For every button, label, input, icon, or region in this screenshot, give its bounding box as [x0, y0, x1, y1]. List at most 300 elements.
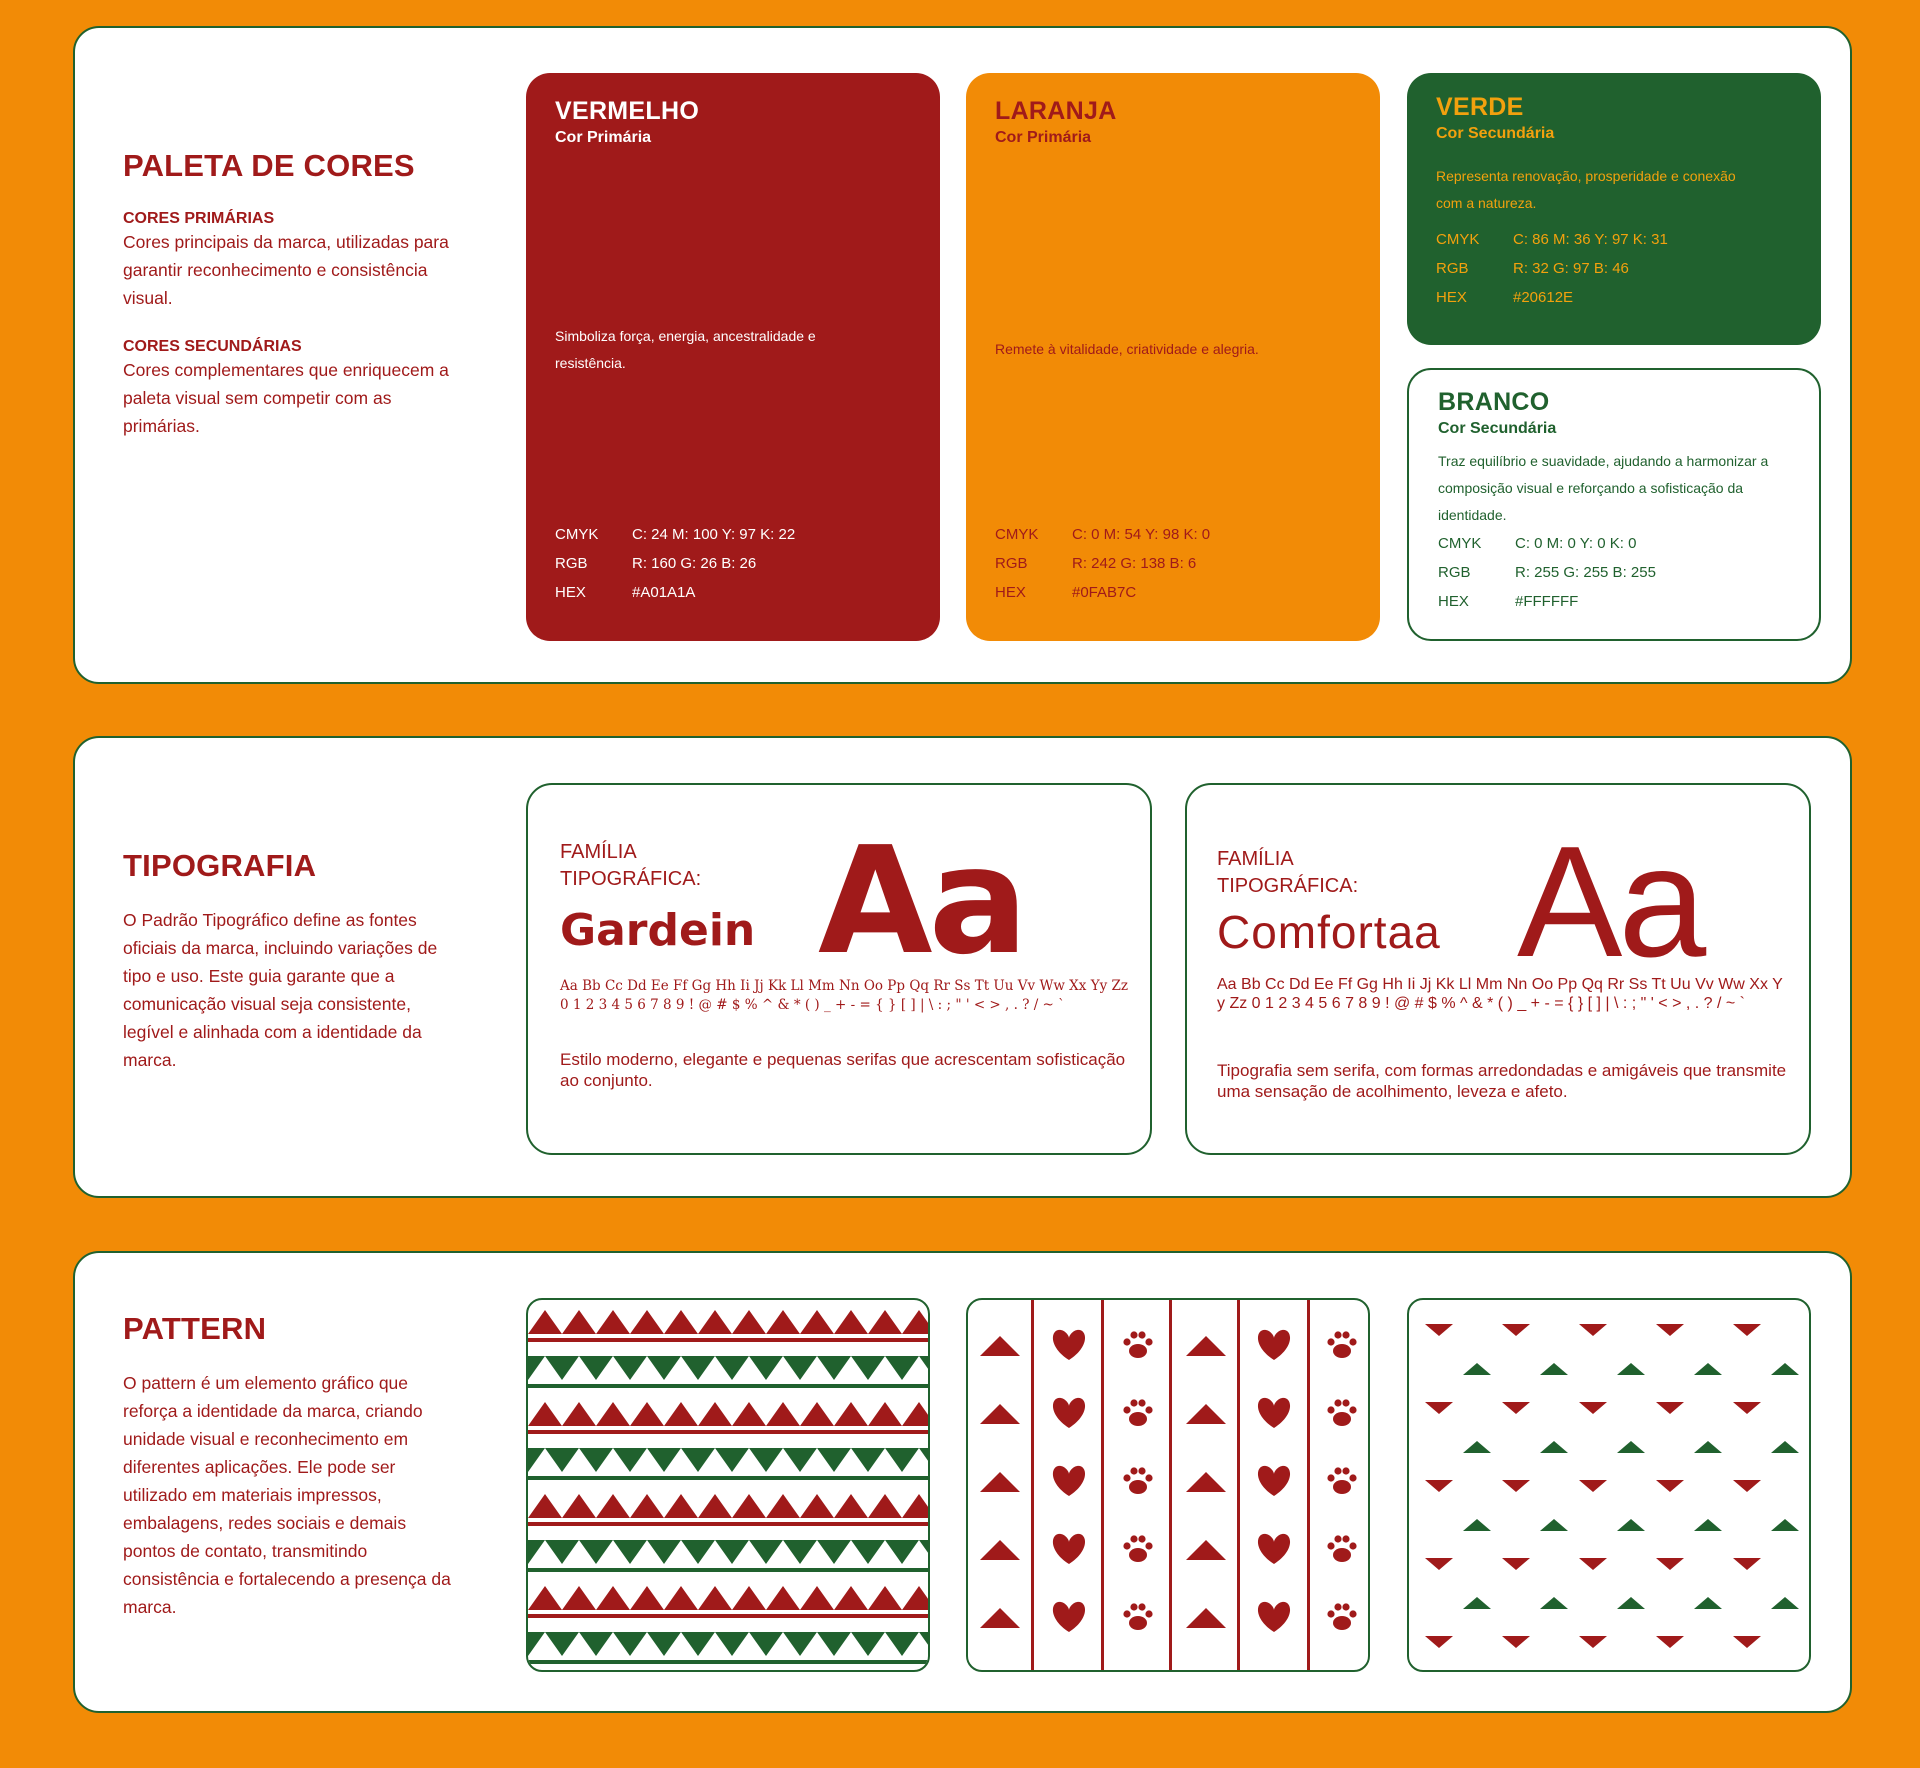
stripe [528, 1430, 930, 1434]
font-sample-glyph: Aa [1517, 814, 1703, 990]
paw-icon [1333, 1548, 1351, 1562]
color-card-laranja [966, 73, 1380, 641]
hex-label: HEX [555, 584, 586, 601]
font-name: Gardein [560, 905, 756, 956]
triangle-icon [1502, 1558, 1530, 1570]
triangle-icon [783, 1632, 817, 1656]
triangle-icon [1733, 1636, 1761, 1648]
heart-icon [1258, 1398, 1290, 1428]
triangle-icon [1463, 1441, 1491, 1453]
triangle-icon [1579, 1402, 1607, 1414]
paw-toe [1130, 1535, 1137, 1542]
triangle-icon [851, 1448, 885, 1472]
triangle-icon [783, 1448, 817, 1472]
triangle-icon [1463, 1363, 1491, 1375]
triangle-icon [715, 1632, 749, 1656]
color-role: Cor Secundária [1436, 125, 1555, 142]
hex-label: HEX [1436, 289, 1467, 306]
font-description: Estilo moderno, elegante e pequenas serifas que acrescentam sofisticação ao conjunto. [560, 1050, 1126, 1090]
hex-value: #FFFFFF [1515, 593, 1579, 610]
color-description: Remete à vitalidade, criatividade e alegria. [995, 341, 1259, 357]
pattern-intro [123, 1311, 453, 1621]
paw-toe [1138, 1535, 1145, 1542]
triangle-icon [1694, 1597, 1722, 1609]
triangle-icon [579, 1540, 613, 1564]
paw-toe [1138, 1331, 1145, 1338]
pattern-scattered-triangles [1407, 1298, 1811, 1672]
triangle-icon [681, 1356, 715, 1380]
paw-toe [1123, 1610, 1130, 1617]
triangle-icon [1502, 1324, 1530, 1336]
triangle-icon [817, 1540, 851, 1564]
triangle-icon [851, 1540, 885, 1564]
paw-icon [1129, 1616, 1147, 1630]
paw-toe [1327, 1542, 1334, 1549]
triangle-icon [715, 1448, 749, 1472]
triangle-icon [596, 1494, 630, 1518]
triangle-icon [749, 1448, 783, 1472]
triangle-icon [1771, 1519, 1799, 1531]
triangle-icon [698, 1402, 732, 1426]
pattern-panel [73, 1251, 1852, 1713]
triangle-icon [715, 1356, 749, 1380]
paw-toe [1123, 1338, 1130, 1345]
triangle-icon [1733, 1402, 1761, 1414]
triangle-icon [1771, 1441, 1799, 1453]
paw-toe [1349, 1610, 1356, 1617]
triangle-icon [817, 1448, 851, 1472]
cmyk-value: C: 0 M: 0 Y: 0 K: 0 [1515, 535, 1637, 552]
triangle-icon [834, 1494, 868, 1518]
triangle-icon [868, 1586, 902, 1610]
triangle-icon [732, 1310, 766, 1334]
paw-icon [1129, 1480, 1147, 1494]
paw-toe [1349, 1474, 1356, 1481]
triangle-icon [1425, 1558, 1453, 1570]
triangle-icon [1771, 1597, 1799, 1609]
triangle-icon [681, 1448, 715, 1472]
heart-icon [1053, 1602, 1085, 1632]
paw-toe [1327, 1474, 1334, 1481]
hex-label: HEX [995, 584, 1026, 601]
pattern-text: O pattern é um elemento gráfico que reforça a identidade da marca, criando unidade visual e reconhecimento em diferentes aplicações. Ele pode ser utilizado em materiais impressos, embalagens, redes sociais e demais pontos de contato, transmitindo consistência e fortalecendo a presença da marca. [123, 1373, 451, 1617]
rgb-value: R: 32 G: 97 B: 46 [1513, 260, 1629, 277]
triangle-icon [1540, 1597, 1568, 1609]
triangle-icon [1617, 1363, 1645, 1375]
rgb-value: R: 160 G: 26 B: 26 [632, 555, 757, 572]
triangle-icon [732, 1586, 766, 1610]
triangle-icon [1425, 1402, 1453, 1414]
triangle-icon [664, 1310, 698, 1334]
cmyk-label: CMYK [1438, 535, 1482, 552]
heart-icon [1258, 1602, 1290, 1632]
triangle-icon [1540, 1441, 1568, 1453]
paw-toe [1342, 1331, 1349, 1338]
triangle-icon [664, 1586, 698, 1610]
secondary-colors-text: Cores complementares que enriquecem a paleta visual sem competir com as primárias. [123, 360, 449, 436]
paw-toe [1145, 1610, 1152, 1617]
triangle-icon [613, 1540, 647, 1564]
color-description: Representa renovação, prosperidade e conexão com a natureza. [1436, 168, 1736, 211]
triangle-icon [749, 1356, 783, 1380]
triangle-icon [1425, 1480, 1453, 1492]
triangle-icon [579, 1632, 613, 1656]
paw-toe [1130, 1603, 1137, 1610]
font-sample-glyph: Aa [818, 815, 1025, 987]
rgb-value: R: 242 G: 138 B: 6 [1072, 555, 1197, 572]
triangle-icon [698, 1586, 732, 1610]
triangle-icon [562, 1586, 596, 1610]
triangle-icon [647, 1356, 681, 1380]
paw-toe [1334, 1399, 1341, 1406]
triangle-icon [885, 1356, 919, 1380]
font-character-set: Aa Bb Cc Dd Ee Ff Gg Hh Ii Jj Kk Ll Mm Nn Oo Pp Qq Rr Ss Tt Uu Vv Ww Xx Yy Zz 0 1 2 3 4 5 6 7 8 9 ! @ # $ % ^ & * ( ) _ + - = { } [ ] | \ : ; " ' < > , . ? / ~ ` [560, 978, 1129, 1013]
font-card-comfortaa [1185, 783, 1811, 1155]
triangle-icon [681, 1632, 715, 1656]
triangle-icon [613, 1356, 647, 1380]
color-card-verde [1407, 73, 1821, 345]
triangle-icon [1579, 1558, 1607, 1570]
triangle-icon [834, 1586, 868, 1610]
typography-title: TIPOGRAFIA [123, 848, 317, 883]
triangle-icon [817, 1632, 851, 1656]
paw-icon [1129, 1412, 1147, 1426]
triangle-icon [919, 1632, 930, 1656]
triangle-icon [1186, 1404, 1226, 1424]
divider-line [1237, 1300, 1240, 1672]
triangle-icon [1186, 1336, 1226, 1356]
paw-icon [1333, 1616, 1351, 1630]
paw-toe [1334, 1331, 1341, 1338]
paw-icon [1333, 1344, 1351, 1358]
triangle-icon [1733, 1480, 1761, 1492]
triangle-icon [630, 1310, 664, 1334]
triangle-icon [1733, 1324, 1761, 1336]
paw-toe [1342, 1467, 1349, 1474]
paw-toe [1334, 1535, 1341, 1542]
triangle-icon [613, 1632, 647, 1656]
color-role: Cor Primária [995, 129, 1092, 146]
stripe [528, 1384, 930, 1388]
triangle-icon [919, 1356, 930, 1380]
paw-icon [1129, 1344, 1147, 1358]
cmyk-value: C: 0 M: 54 Y: 98 K: 0 [1072, 526, 1211, 543]
triangle-icon [902, 1586, 930, 1610]
triangle-icon [545, 1540, 579, 1564]
paw-icon [1333, 1480, 1351, 1494]
triangle-icon [902, 1402, 930, 1426]
triangle-icon [732, 1494, 766, 1518]
paw-toe [1145, 1406, 1152, 1413]
triangle-icon [980, 1336, 1020, 1356]
triangle-icon [562, 1494, 596, 1518]
triangle-icon [1579, 1480, 1607, 1492]
hex-value: #0FAB7C [1072, 584, 1137, 601]
stripe [528, 1522, 930, 1526]
palette-intro [123, 148, 463, 440]
triangle-icon [1186, 1608, 1226, 1628]
triangle-icon [766, 1310, 800, 1334]
triangle-icon [1694, 1363, 1722, 1375]
triangle-icon [1617, 1519, 1645, 1531]
triangle-icon [868, 1402, 902, 1426]
zigzag-triangles-graphic [528, 1300, 930, 1672]
paw-toe [1145, 1338, 1152, 1345]
paw-icon [1129, 1548, 1147, 1562]
triangle-icon [1186, 1472, 1226, 1492]
paw-toe [1349, 1406, 1356, 1413]
triangle-icon [1463, 1597, 1491, 1609]
triangle-icon [1186, 1540, 1226, 1560]
rgb-value: R: 255 G: 255 B: 255 [1515, 564, 1656, 581]
triangle-icon [1579, 1324, 1607, 1336]
triangle-icon [1617, 1441, 1645, 1453]
triangle-icon [1463, 1519, 1491, 1531]
primary-colors-text: Cores principais da marca, utilizadas para garantir reconhecimento e consistência visual. [123, 232, 449, 308]
pattern-title: PATTERN [123, 1311, 267, 1346]
triangle-icon [1656, 1480, 1684, 1492]
paw-toe [1130, 1467, 1137, 1474]
triangle-icon [596, 1586, 630, 1610]
triangle-icon [698, 1494, 732, 1518]
rgb-label: RGB [555, 555, 588, 572]
heart-icon [1053, 1330, 1085, 1360]
cmyk-value: C: 24 M: 100 Y: 97 K: 22 [632, 526, 796, 543]
triangle-icon [1733, 1558, 1761, 1570]
stripe [528, 1338, 930, 1342]
triangle-icon [545, 1448, 579, 1472]
color-card-branco [1407, 368, 1821, 641]
color-description: Simboliza força, energia, ancestralidade e resistência. [555, 328, 816, 371]
triangle-icon [528, 1632, 545, 1656]
paw-toe [1145, 1474, 1152, 1481]
triangle-icon [1656, 1324, 1684, 1336]
triangle-icon [1694, 1519, 1722, 1531]
stripe [528, 1476, 930, 1480]
font-description: Tipografia sem serifa, com formas arredondadas e amigáveis que transmite uma sensação de acolhimento, leveza e afeto. [1217, 1061, 1787, 1101]
triangle-icon [749, 1540, 783, 1564]
pattern-zigzag-triangles [526, 1298, 930, 1672]
paw-toe [1123, 1474, 1130, 1481]
divider-line [1031, 1300, 1034, 1672]
heart-icon [1053, 1466, 1085, 1496]
triangle-icon [766, 1402, 800, 1426]
paw-toe [1138, 1467, 1145, 1474]
triangle-icon [980, 1472, 1020, 1492]
triangle-icon [596, 1402, 630, 1426]
triangle-icon [902, 1310, 930, 1334]
triangle-icon [783, 1356, 817, 1380]
font-card-gardein [526, 783, 1152, 1155]
triangle-icon [980, 1540, 1020, 1560]
triangle-icon [766, 1586, 800, 1610]
triangle-icon [817, 1356, 851, 1380]
typography-panel [73, 736, 1852, 1198]
paw-toe [1138, 1603, 1145, 1610]
hex-value: #20612E [1513, 289, 1574, 306]
triangle-icon [647, 1448, 681, 1472]
triangle-icon [562, 1310, 596, 1334]
triangle-icon [919, 1448, 930, 1472]
triangle-icon [630, 1402, 664, 1426]
divider-line [1169, 1300, 1172, 1672]
paw-toe [1138, 1399, 1145, 1406]
paw-toe [1342, 1603, 1349, 1610]
triangle-icon [647, 1540, 681, 1564]
paw-icon [1333, 1412, 1351, 1426]
secondary-colors-heading: CORES SECUNDÁRIAS [123, 338, 302, 355]
triangle-icon [851, 1632, 885, 1656]
hex-label: HEX [1438, 593, 1469, 610]
triangle-icon [647, 1632, 681, 1656]
triangle-icon [919, 1540, 930, 1564]
triangle-icon [1694, 1441, 1722, 1453]
triangle-icon [868, 1494, 902, 1518]
color-values [1438, 529, 1656, 616]
triangle-icon [528, 1402, 562, 1426]
triangle-icon [528, 1586, 562, 1610]
triangle-icon [630, 1586, 664, 1610]
heart-icon [1053, 1398, 1085, 1428]
triangle-icon [1425, 1324, 1453, 1336]
scattered-triangles-graphic [1409, 1300, 1811, 1672]
triangle-icon [579, 1448, 613, 1472]
paw-toe [1123, 1542, 1130, 1549]
triangle-icon [868, 1310, 902, 1334]
triangle-icon [528, 1494, 562, 1518]
triangle-icon [800, 1402, 834, 1426]
rgb-label: RGB [995, 555, 1028, 572]
paw-toe [1334, 1603, 1341, 1610]
cmyk-value: C: 86 M: 36 Y: 97 K: 31 [1513, 231, 1668, 248]
triangle-icon [562, 1402, 596, 1426]
triangle-icon [1617, 1597, 1645, 1609]
paw-toe [1145, 1542, 1152, 1549]
divider-line [1101, 1300, 1104, 1672]
color-name: VERDE [1436, 93, 1524, 121]
font-family-label: FAMÍLIA TIPOGRÁFICA: [1217, 848, 1359, 897]
stripe [528, 1568, 930, 1572]
color-values [1436, 225, 1668, 312]
triangle-icon [596, 1310, 630, 1334]
color-description: Traz equilíbrio e suavidade, ajudando a harmonizar a composição visual e reforçando a sofisticação da identidade. [1438, 453, 1769, 523]
triangle-icon [579, 1356, 613, 1380]
hex-value: #A01A1A [632, 584, 696, 601]
color-role: Cor Primária [555, 129, 652, 146]
paw-toe [1349, 1338, 1356, 1345]
cmyk-label: CMYK [555, 526, 599, 543]
triangle-icon [851, 1356, 885, 1380]
triangle-icon [1540, 1519, 1568, 1531]
paw-toe [1123, 1406, 1130, 1413]
triangle-heart-paw-graphic [968, 1300, 1370, 1672]
paw-toe [1130, 1331, 1137, 1338]
triangle-icon [834, 1310, 868, 1334]
font-family-label: FAMÍLIA TIPOGRÁFICA: [560, 841, 702, 890]
triangle-icon [1579, 1636, 1607, 1648]
triangle-icon [800, 1310, 834, 1334]
triangle-icon [664, 1402, 698, 1426]
triangle-icon [698, 1310, 732, 1334]
triangle-icon [613, 1448, 647, 1472]
triangle-icon [715, 1540, 749, 1564]
palette-title: PALETA DE CORES [123, 148, 415, 183]
triangle-icon [528, 1356, 545, 1380]
rgb-label: RGB [1436, 260, 1469, 277]
typography-intro [123, 848, 463, 1074]
triangle-icon [885, 1448, 919, 1472]
triangle-icon [732, 1402, 766, 1426]
triangle-icon [1540, 1363, 1568, 1375]
rgb-label: RGB [1438, 564, 1471, 581]
font-name: Comfortaa [1217, 906, 1441, 958]
heart-icon [1258, 1330, 1290, 1360]
triangle-icon [664, 1494, 698, 1518]
color-values [995, 520, 1210, 607]
triangle-icon [528, 1448, 545, 1472]
typography-text: O Padrão Tipográfico define as fontes oficiais da marca, incluindo variações de tipo e uso. Este guia garante que a comunicação visual seja consistente, legível e alinhada com a identidade da marca. [123, 910, 438, 1070]
triangle-icon [1656, 1558, 1684, 1570]
paw-toe [1342, 1399, 1349, 1406]
paw-toe [1327, 1406, 1334, 1413]
color-role: Cor Secundária [1438, 420, 1557, 437]
triangle-icon [800, 1494, 834, 1518]
triangle-icon [1656, 1636, 1684, 1648]
color-palette-panel [73, 26, 1852, 684]
triangle-icon [630, 1494, 664, 1518]
triangle-icon [1425, 1636, 1453, 1648]
paw-toe [1334, 1467, 1341, 1474]
color-card-vermelho [526, 73, 940, 641]
triangle-icon [783, 1540, 817, 1564]
triangle-icon [834, 1402, 868, 1426]
heart-icon [1258, 1466, 1290, 1496]
triangle-icon [766, 1494, 800, 1518]
color-name: BRANCO [1438, 388, 1550, 416]
color-name: VERMELHO [555, 97, 700, 125]
heart-icon [1258, 1534, 1290, 1564]
cmyk-label: CMYK [995, 526, 1039, 543]
color-name: LARANJA [995, 97, 1117, 125]
paw-toe [1327, 1610, 1334, 1617]
triangle-icon [1771, 1363, 1799, 1375]
divider-line [1307, 1300, 1310, 1672]
heart-icon [1053, 1534, 1085, 1564]
triangle-icon [885, 1540, 919, 1564]
stripe [528, 1660, 930, 1664]
triangle-icon [749, 1632, 783, 1656]
cmyk-label: CMYK [1436, 231, 1480, 248]
pattern-triangle-heart-paw [966, 1298, 1370, 1672]
primary-colors-heading: CORES PRIMÁRIAS [123, 210, 275, 227]
triangle-icon [545, 1356, 579, 1380]
font-character-set: Aa Bb Cc Dd Ee Ff Gg Hh Ii Jj Kk Ll Mm Nn Oo Pp Qq Rr Ss Tt Uu Vv Ww Xx Yy Zz 0 1 2 3 4 5 6 7 8 9 ! @ # $ % ^ & * ( ) _ + - = { } [ ] | \ : ; " ' < > , . ? / ~ ` [1217, 976, 1783, 1012]
triangle-icon [528, 1310, 562, 1334]
triangle-icon [1502, 1636, 1530, 1648]
triangle-icon [681, 1540, 715, 1564]
triangle-icon [1502, 1480, 1530, 1492]
paw-toe [1327, 1338, 1334, 1345]
triangle-icon [545, 1632, 579, 1656]
triangle-icon [980, 1404, 1020, 1424]
triangle-icon [800, 1586, 834, 1610]
color-values [555, 520, 795, 607]
paw-toe [1342, 1535, 1349, 1542]
triangle-icon [885, 1632, 919, 1656]
stripe [528, 1614, 930, 1618]
paw-toe [1349, 1542, 1356, 1549]
triangle-icon [902, 1494, 930, 1518]
